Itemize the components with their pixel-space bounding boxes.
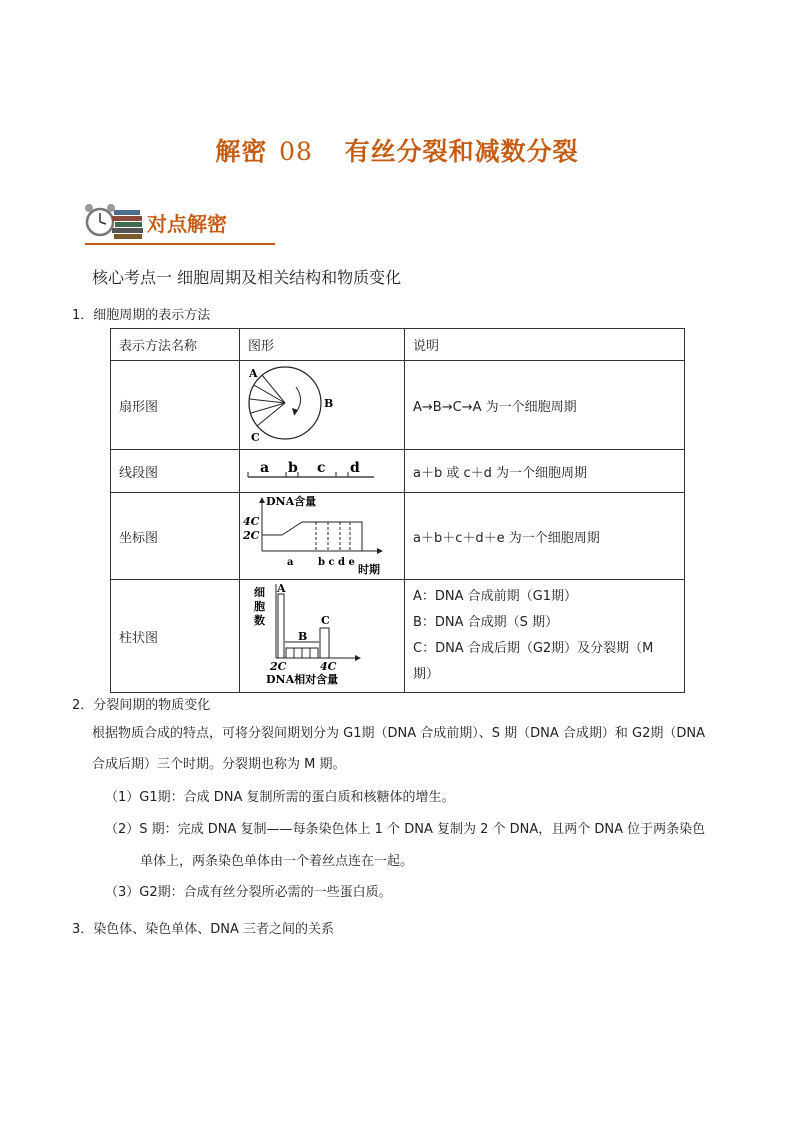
bar-diagram: [240, 580, 386, 688]
bar-figure-cell: [240, 580, 405, 693]
bar-label-a: A: [277, 582, 286, 595]
table-header-row: [111, 329, 685, 361]
cell-cycle-table: [110, 328, 685, 693]
row-name: 柱状图: [111, 580, 240, 693]
pie-label-a: A: [249, 367, 258, 380]
section-divider: [85, 243, 275, 245]
coord-label-a: a: [287, 557, 294, 568]
desc-line: C：DNA 合成后期（G2期）及分裂期（M: [413, 641, 654, 656]
segment-label-b: b: [288, 460, 298, 476]
paragraph: 合成后期）三个时期。分裂期也称为 M 期。: [92, 757, 346, 772]
heading-1: 1．细胞周期的表示方法: [72, 308, 211, 323]
coord-figure-cell: [240, 493, 405, 580]
paragraph: （1）G1期：合成 DNA 复制所需的蛋白质和核糖体的增生。: [105, 790, 455, 805]
coordinate-diagram: [240, 493, 386, 575]
heading-3: 3．染色体、染色单体、DNA 三者之间的关系: [72, 922, 335, 937]
bar-x4: 4C: [320, 660, 337, 673]
row-name: 线段图: [111, 450, 240, 493]
title-text: 有丝分裂和减数分裂: [344, 137, 579, 166]
table-header: 表示方法名称: [111, 329, 240, 361]
coord-y4: 4C: [243, 515, 260, 528]
paragraph: 根据物质合成的特点，可将分裂间期划分为 G1期（DNA 合成前期）、S 期（DNA 合成期）和 G2期（DNA: [92, 726, 705, 741]
pie-diagram: [240, 361, 386, 445]
table-row: [111, 361, 685, 450]
bar-xlabel: DNA相对含量: [266, 673, 339, 686]
heading-2: 2．分裂间期的物质变化: [72, 698, 211, 713]
segment-label-a: a: [260, 460, 270, 476]
row-desc: a＋b 或 c＋d 为一个细胞周期: [405, 450, 685, 493]
pie-label-c: C: [251, 431, 260, 444]
table-row: [111, 450, 685, 493]
bar-ylabel-2: 胞: [254, 600, 265, 613]
paragraph: （2）S 期：完成 DNA 复制——每条染色体上 1 个 DNA 复制为 2 个 DNA，且两个 DNA 位于两条染色: [105, 822, 706, 837]
desc-line: 期）: [413, 667, 440, 682]
row-name: 扇形图: [111, 361, 240, 450]
coord-label-bcde: b c d e: [318, 557, 355, 568]
page-title: [0, 132, 794, 168]
row-name: 坐标图: [111, 493, 240, 580]
point-title: 核心考点一 细胞周期及相关结构和物质变化: [92, 268, 402, 287]
line-figure-cell: [240, 450, 405, 493]
bar-x2: 2C: [270, 660, 287, 673]
row-desc: a＋b＋c＋d＋e 为一个细胞周期: [405, 493, 685, 580]
segment-label-d: d: [350, 460, 360, 476]
desc-line: B：DNA 合成期（S 期）: [413, 615, 559, 630]
pie-figure-cell: [240, 361, 405, 450]
coord-y2: 2C: [243, 529, 260, 542]
table-row: [111, 580, 685, 693]
table-header: 图形: [240, 329, 405, 361]
section-label: 对点解密: [147, 212, 227, 236]
pie-label-b: B: [324, 397, 334, 410]
paragraph: 单体上，两条染色单体由一个着丝点连在一起。: [140, 854, 414, 869]
row-desc: A→B→C→A 为一个细胞周期: [405, 361, 685, 450]
coord-xlabel: 时期: [358, 563, 380, 575]
row-desc: [405, 580, 685, 693]
paragraph: （3）G2期：合成有丝分裂所必需的一些蛋白质。: [105, 885, 392, 900]
bar-ylabel-1: 细: [254, 586, 265, 599]
title-number: 08: [279, 137, 313, 166]
bar-ylabel-3: 数: [254, 614, 265, 627]
table-row: [111, 493, 685, 580]
bar-label-b: B: [298, 630, 308, 643]
bar-label-c: C: [321, 614, 330, 627]
title-prefix: 解密: [215, 137, 268, 166]
table-header: 说明: [405, 329, 685, 361]
desc-line: A：DNA 合成前期（G1期）: [413, 589, 577, 604]
coord-ylabel: DNA含量: [266, 495, 317, 508]
line-segment-diagram: [240, 450, 386, 488]
segment-label-c: c: [317, 460, 326, 476]
